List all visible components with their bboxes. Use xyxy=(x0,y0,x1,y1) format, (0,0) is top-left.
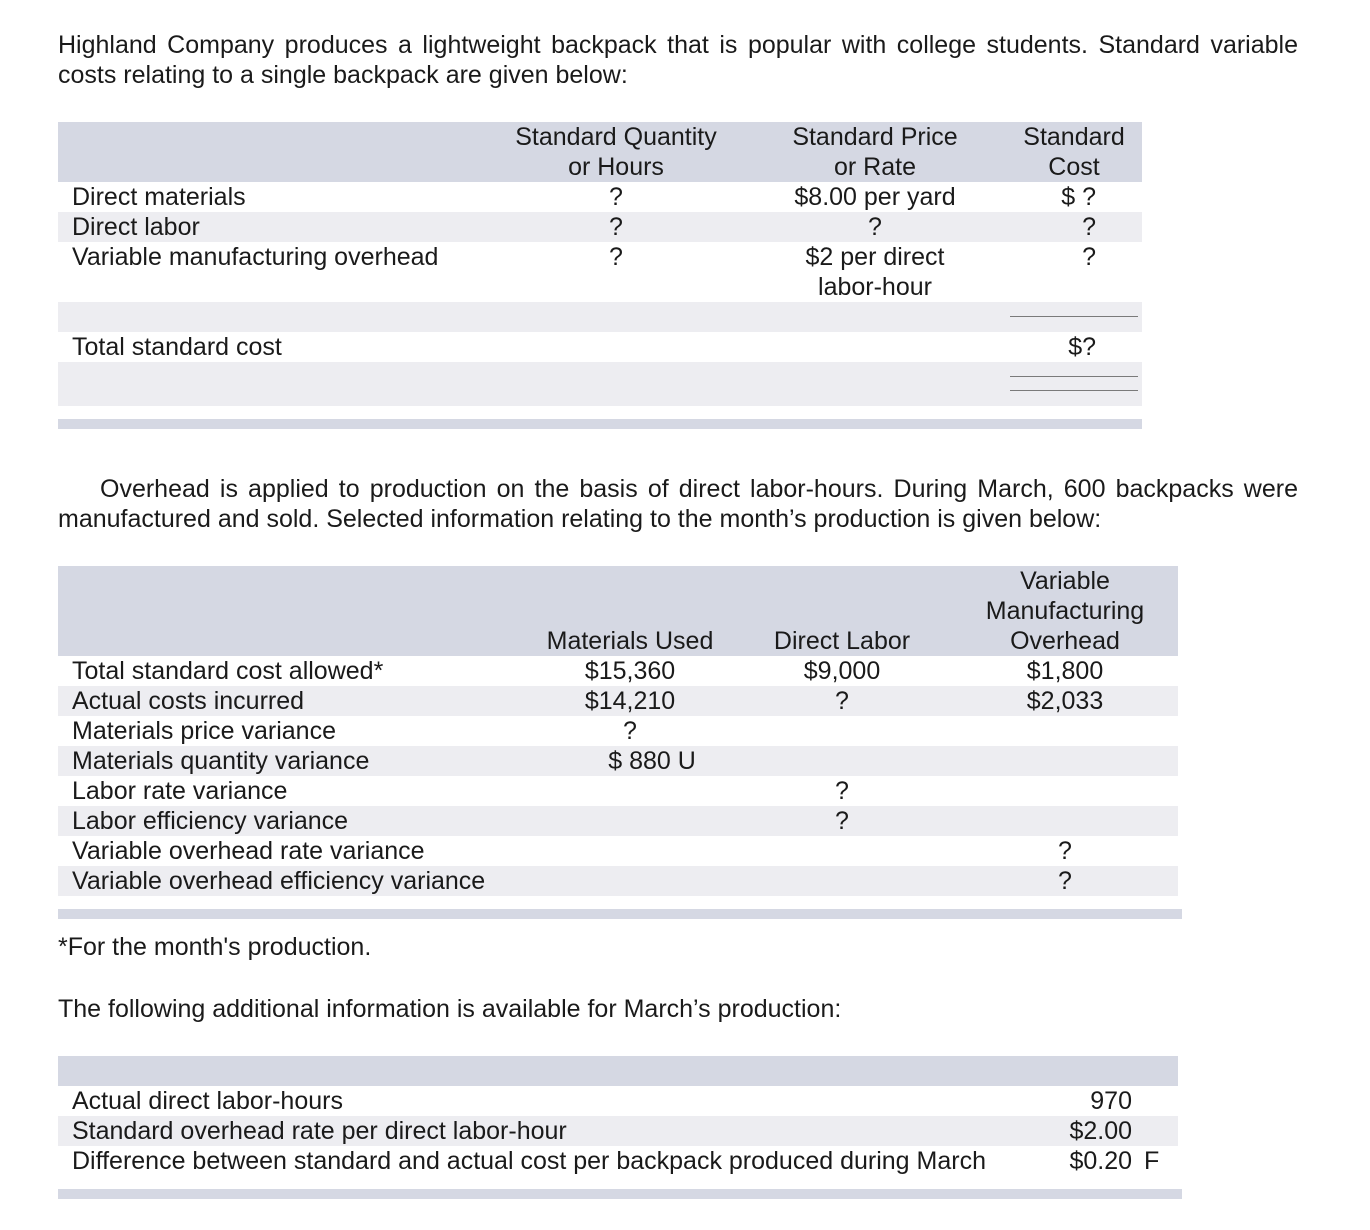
row-label: Labor efficiency variance xyxy=(72,807,349,835)
materials-value: $14,210 xyxy=(584,687,676,715)
header-standard-cost-line2: Cost xyxy=(1048,153,1100,181)
row-label-total-standard-cost: Total standard cost xyxy=(72,333,282,361)
header-vmo-line1: Variable xyxy=(1020,567,1110,595)
dm-price: $8.00 per yard xyxy=(794,183,956,211)
labor-value: ? xyxy=(835,777,849,805)
table3-header-band xyxy=(58,1056,1178,1086)
materials-value: ? xyxy=(623,717,637,745)
header-standard-price-line2: or Rate xyxy=(834,153,916,181)
dl-cost: ? xyxy=(1082,213,1096,241)
row-label: Standard overhead rate per direct labor-hour xyxy=(72,1117,567,1145)
overhead-paragraph: Overhead is applied to production on the basis of direct labor-hours. During March, 600 backpacks were manufactured and sold. Selected information relating to the month’s production is given below: xyxy=(58,475,1298,533)
header-standard-price-line1: Standard Price xyxy=(792,123,958,151)
materials-value: $15,360 xyxy=(584,657,676,685)
row-label: Materials price variance xyxy=(72,717,336,745)
intro-paragraph: Highland Company produces a lightweight backpack that is popular with college students. Standard variable costs relating to a single backpack are given below: xyxy=(58,31,1298,89)
labor-value: ? xyxy=(835,687,849,715)
dl-price: ? xyxy=(868,213,882,241)
row-label: Labor rate variance xyxy=(72,777,288,805)
row-label: Materials quantity variance xyxy=(72,747,370,775)
dl-quantity: ? xyxy=(609,213,623,241)
value: $0.20 xyxy=(1069,1147,1132,1175)
row-label: Actual costs incurred xyxy=(72,687,305,715)
vmo-quantity: ? xyxy=(609,243,623,271)
row-label: Total standard cost allowed* xyxy=(72,657,384,685)
favorable-indicator: F xyxy=(1144,1147,1160,1175)
total-standard-cost: $? xyxy=(1068,333,1096,361)
header-direct-labor: Direct Labor xyxy=(773,627,911,655)
header-standard-cost-line1: Standard xyxy=(1023,123,1125,151)
labor-value: ? xyxy=(835,807,849,835)
footnote: *For the month's production. xyxy=(58,933,372,961)
labor-value: $9,000 xyxy=(803,657,881,685)
value: 970 xyxy=(1090,1087,1132,1115)
table-row-spacer xyxy=(58,362,1142,406)
table1-bottom-bar xyxy=(58,419,1142,429)
value: $2.00 xyxy=(1069,1117,1132,1145)
row-label: Difference between standard and actual cost per backpack produced during March xyxy=(72,1147,986,1175)
double-rule-top xyxy=(1010,376,1138,377)
double-rule-bottom xyxy=(1010,390,1138,391)
vmo-price-line1: $2 per direct xyxy=(805,243,945,271)
overhead-value: $1,800 xyxy=(1026,657,1104,685)
header-materials-used: Materials Used xyxy=(546,627,714,655)
row-label: Variable overhead efficiency variance xyxy=(72,867,486,895)
overhead-value: ? xyxy=(1058,837,1072,865)
vmo-cost: ? xyxy=(1082,243,1096,271)
header-vmo-line2: Manufacturing xyxy=(985,597,1145,625)
table2-bottom-bar xyxy=(58,909,1182,919)
row-label: Variable overhead rate variance xyxy=(72,837,425,865)
header-vmo-line3: Overhead xyxy=(1010,627,1120,655)
materials-value: $ 880 U xyxy=(608,747,696,775)
row-label-variable-overhead: Variable manufacturing overhead xyxy=(72,243,439,271)
dm-cost: $ ? xyxy=(1061,183,1096,211)
row-label-direct-labor: Direct labor xyxy=(72,213,200,241)
table3-bottom-bar xyxy=(58,1189,1182,1199)
header-standard-quantity-line2: or Hours xyxy=(568,153,664,181)
dm-quantity: ? xyxy=(609,183,623,211)
header-standard-quantity-line1: Standard Quantity xyxy=(515,123,717,151)
row-label-direct-materials: Direct materials xyxy=(72,183,246,211)
total-rule xyxy=(1010,316,1138,317)
overhead-value: $2,033 xyxy=(1026,687,1104,715)
row-label: Actual direct labor-hours xyxy=(72,1087,343,1115)
overhead-value: ? xyxy=(1058,867,1072,895)
table-row-spacer xyxy=(58,302,1142,332)
additional-info-intro: The following additional information is available for March’s production: xyxy=(58,995,842,1023)
vmo-price-line2: labor-hour xyxy=(818,273,932,301)
